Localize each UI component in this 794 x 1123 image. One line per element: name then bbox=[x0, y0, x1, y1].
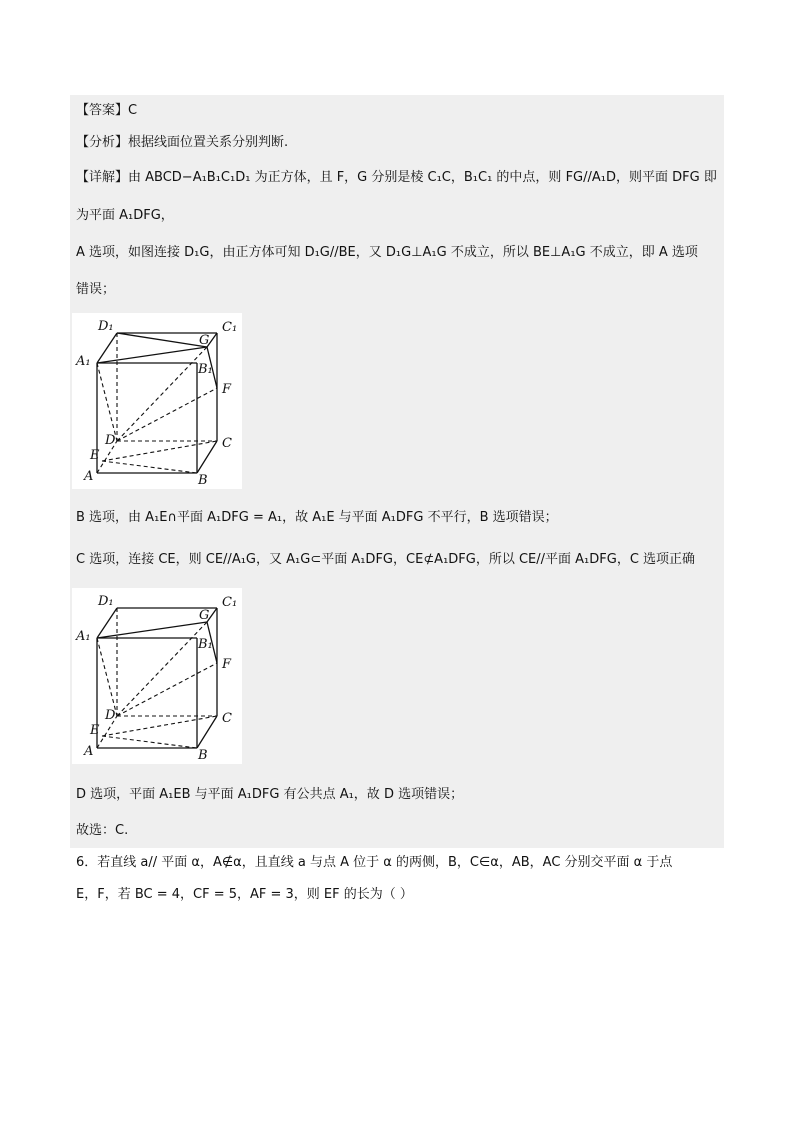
figure2-label-C: C bbox=[222, 711, 232, 726]
figure1-label-B: B bbox=[198, 473, 208, 488]
figure1-label-D: D bbox=[105, 433, 116, 448]
analysis-text: 【分析】根据线面位置关系分别判断. bbox=[76, 135, 289, 150]
conclusion-text: 故选：C. bbox=[76, 823, 129, 838]
option-a-line-2: 错误； bbox=[76, 282, 116, 297]
figure1-label-B1: B₁ bbox=[198, 362, 213, 377]
figure1-label-G: G bbox=[199, 333, 210, 348]
figure2-label-D1: D₁ bbox=[98, 594, 114, 609]
figure2-label-B1: B₁ bbox=[198, 637, 213, 652]
figure1-label-D1: D₁ bbox=[98, 319, 114, 334]
answer-label: 【答案】C bbox=[76, 103, 138, 118]
cube-figure-2 bbox=[72, 588, 242, 764]
figure1-label-A1: A₁ bbox=[76, 354, 91, 369]
figure2-label-F: F bbox=[222, 657, 232, 672]
option-c-text: C 选项，连接 CE，则 CE//A₁G，又 A₁G⊂平面 A₁DFG，CE⊄A₁DFG，所以 CE//平面 A₁DFG，C 选项正确 bbox=[76, 552, 696, 567]
cube-figure-1 bbox=[72, 313, 242, 489]
option-a-line-1: A 选项，如图连接 D₁G，由正方体可知 D₁G//BE，又 D₁G⊥A₁G 不成立，所以 BE⊥A₁G 不成立，即 A 选项 bbox=[76, 245, 698, 260]
figure2-label-A1: A₁ bbox=[76, 629, 91, 644]
figure2-label-C1: C₁ bbox=[222, 595, 238, 610]
figure2-label-G: G bbox=[199, 608, 210, 623]
option-d-text: D 选项，平面 A₁EB 与平面 A₁DFG 有公共点 A₁，故 D 选项错误； bbox=[76, 787, 464, 802]
figure1-label-F: F bbox=[222, 382, 232, 397]
detail-text-line-1: 【详解】由 ABCD−A₁B₁C₁D₁ 为正方体，且 F，G 分别是棱 C₁C，B₁C₁ 的中点，则 FG//A₁D，则平面 DFG 即 bbox=[76, 170, 717, 185]
figure1-label-E: E bbox=[90, 448, 100, 463]
figure2-label-A: A bbox=[84, 744, 94, 759]
figure2-label-D: D bbox=[105, 708, 116, 723]
question-6-line-2: E，F，若 BC = 4，CF = 5，AF = 3，则 EF 的长为（ ） bbox=[76, 887, 413, 902]
figure1-label-A: A bbox=[84, 469, 94, 484]
detail-text-line-2: 为平面 A₁DFG， bbox=[76, 208, 174, 223]
figure1-label-C: C bbox=[222, 436, 232, 451]
question-6-line-1: 6．若直线 a// 平面 α，A∉α，且直线 a 与点 A 位于 α 的两侧，B，C∈α，AB，AC 分别交平面 α 于点 bbox=[76, 855, 673, 870]
figure1-label-C1: C₁ bbox=[222, 320, 238, 335]
option-b-text: B 选项，由 A₁E∩平面 A₁DFG = A₁，故 A₁E 与平面 A₁DFG 不平行，B 选项错误； bbox=[76, 510, 558, 525]
figure2-label-B: B bbox=[198, 748, 208, 763]
figure2-label-E: E bbox=[90, 723, 100, 738]
